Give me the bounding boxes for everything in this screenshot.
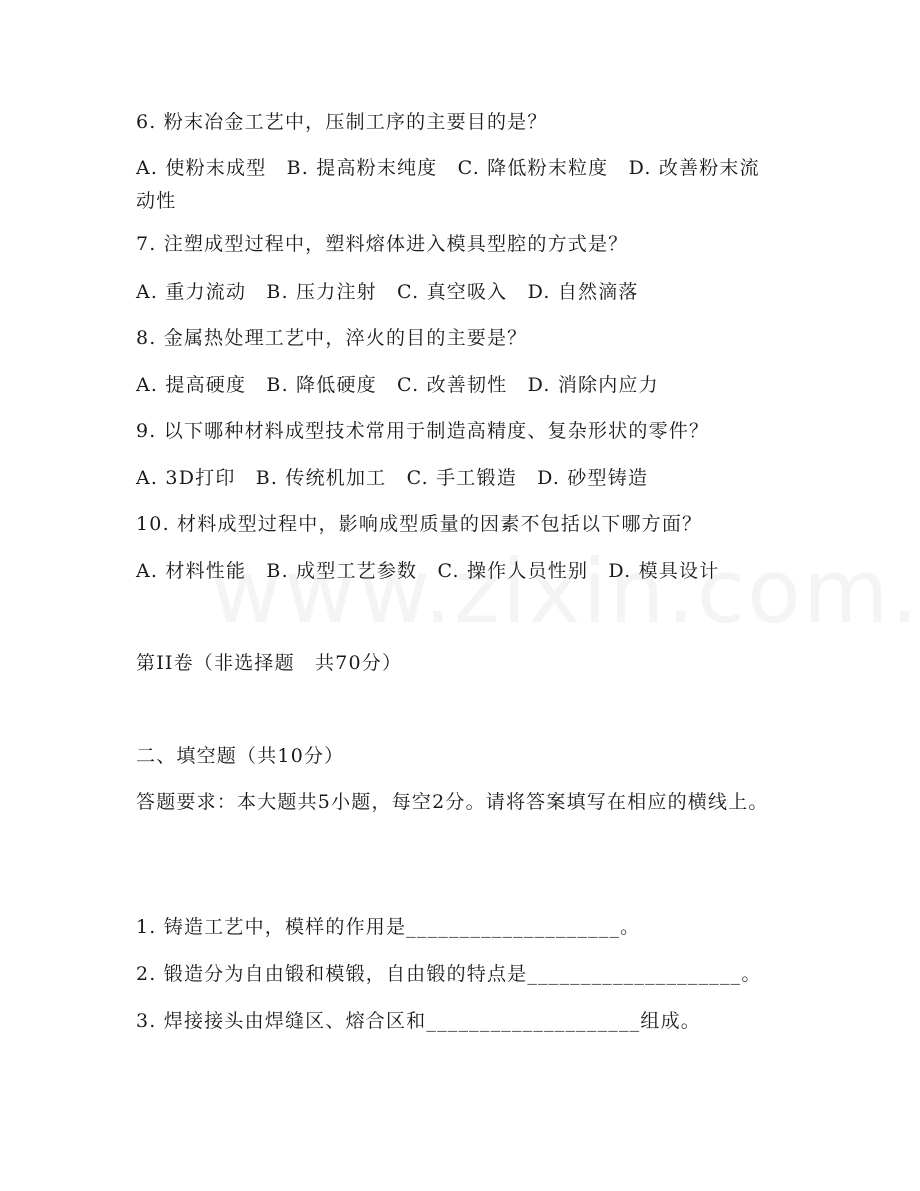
question-7: 7. 注塑成型过程中，塑料熔体进入模具型腔的方式是？ bbox=[136, 233, 629, 255]
question-10-options: A. 材料性能 B. 成型工艺参数 C. 操作人员性别 D. 模具设计 bbox=[136, 560, 720, 582]
part-2-title: 第II卷（非选择题 共70分） bbox=[136, 652, 403, 674]
question-6: 6. 粉末冶金工艺中，压制工序的主要目的是？ bbox=[136, 111, 548, 133]
fill-in-item-3: 3. 焊接接头由焊缝区、熔合区和____________________组成。 bbox=[136, 1010, 701, 1032]
question-8: 8. 金属热处理工艺中，淬火的目的主要是？ bbox=[136, 327, 528, 349]
fill-in-item-2: 2. 锻造分为自由锻和模锻，自由锻的特点是____________________。 bbox=[136, 963, 762, 985]
question-6-options: A. 使粉末成型 B. 提高粉末纯度 C. 降低粉末粒度 D. 改善粉末流动性 bbox=[136, 157, 760, 212]
question-7-options: A. 重力流动 B. 压力注射 C. 真空吸入 D. 自然滴落 bbox=[136, 281, 639, 303]
section-title-fill-in: 二、填空题（共10分） bbox=[136, 745, 345, 767]
fill-in-item-1: 1. 铸造工艺中，模样的作用是____________________。 bbox=[136, 916, 641, 938]
question-8-options: A. 提高硬度 B. 降低硬度 C. 改善韧性 D. 消除内应力 bbox=[136, 374, 659, 396]
question-9-options: A. 3D打印 B. 传统机加工 C. 手工锻造 D. 砂型铸造 bbox=[136, 467, 649, 489]
question-10: 10. 材料成型过程中，影响成型质量的因素不包括以下哪方面？ bbox=[136, 513, 703, 535]
section-instructions: 答题要求：本大题共5小题，每空2分。请将答案填写在相应的横线上。 bbox=[136, 791, 769, 813]
question-9: 9. 以下哪种材料成型技术常用于制造高精度、复杂形状的零件？ bbox=[136, 420, 710, 442]
